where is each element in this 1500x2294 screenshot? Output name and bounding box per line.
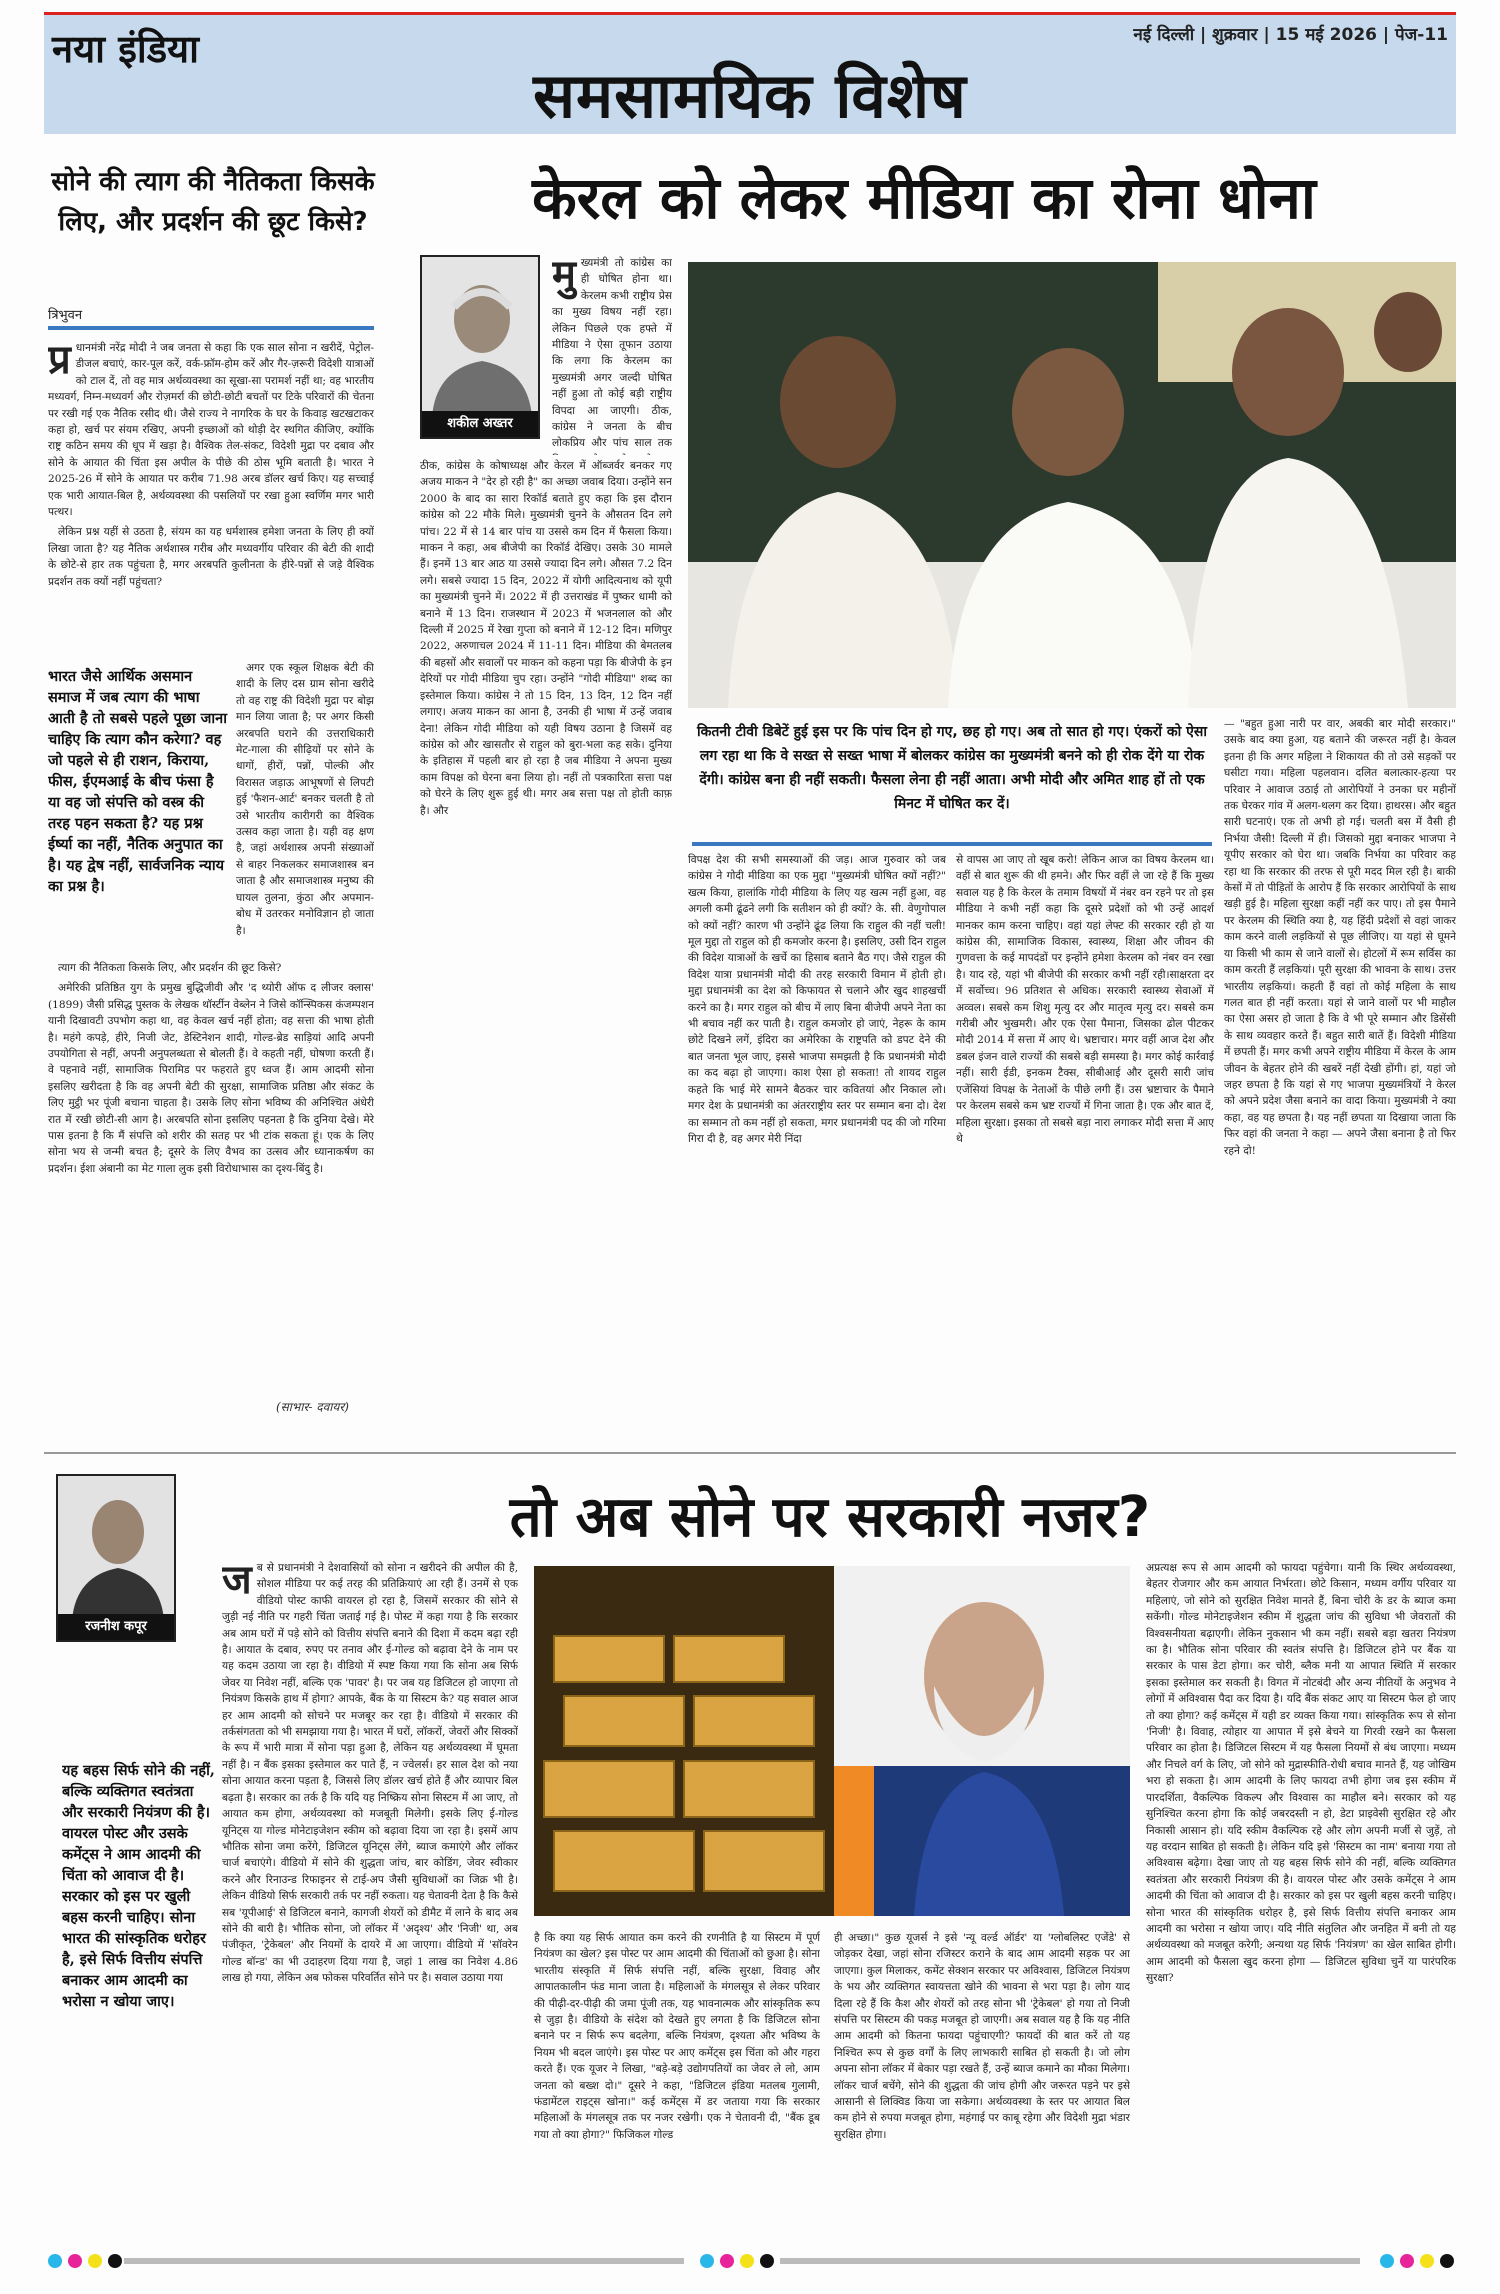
story1-para-3: अगर एक स्कूल शिक्षक बेटी की शादी के लिए दस ग्राम सोना खरीदे तो वह राष्ट्र की विदेशी मुद्रा पर बोझ मान लिया जाता है; पर अगर किसी अरबपति घराने की उत्तराधिकारी मेट-गाला की सीढ़ियों पर सोने के धागों, हीरों, पन्नों, पोल्की और विरासत जड़ाऊ आभूषणों से लिपटी हुई 'फैशन-आर्ट' बनकर चलती है तो उसे भारतीय कारीगरी का वैश्विक उत्सव कहा जाता है। यही वह क्षण है, जहां अर्थशास्त्र अपनी संख्याओं से बाहर निकलकर समाजशास्त्र बन जाता है और समाजशास्त्र मनुष्य की घायल तुलना, कुंठा और अपमान-बोध में उतरकर मनोविज्ञान हो जाता है। bbox=[236, 662, 374, 937]
yellow-dot bbox=[88, 2254, 102, 2268]
story1-body-side bbox=[236, 660, 374, 960]
story1-para-1: धानमंत्री नरेंद्र मोदी ने जब जनता से कहा कि एक साल सोना न खरीदें, पेट्रोल-डीजल बचाएं, कार-पूल करें, वर्क-फ्रॉम-होम करें और गैर-ज़रूरी विदेशी यात्राओं को टाल दें, तो वह मात्र अर्थव्यवस्था का सूखा-सा परामर्श नहीं था; वह भारतीय मध्यवर्ग, निम्न-मध्यवर्ग और रोज़मर्रा की छोटी-छोटी बचतों पर टिके परिवारों की चेतना पर रखी गई एक नैतिक रसीद थी। जैसे राज्य ने नागरिक के घर के किवाड़ खटखटाकर कहा हो, खर्च पर संयम रखिए, अपनी इच्छाओं को थोड़ी देर स्थगित कीजिए, क्योंकि राष्ट्र कठिन समय की धूप में खड़ा है। वैश्विक तेल-संकट, विदेशी मुद्रा पर दबाव और सोने के आयात की चिंता इस अपील के पीछे की ठोस भूमि बताती है। भारत ने 2025-26 में सोने के आयात पर करीब 71.98 अरब डॉलर खर्च किए। यह सच्चाई एक भारी आयात-बिल है, अर्थव्यवस्था की पसलियों पर रखा हुआ स्वर्णिम मगर भारी पत्थर। bbox=[48, 342, 374, 519]
black-dot bbox=[108, 2254, 122, 2268]
yellow-dot bbox=[1420, 2254, 1434, 2268]
story3-headline: तो अब सोने पर सरकारी नजर? bbox=[509, 1485, 1151, 1550]
story3-callout: यह बहस सिर्फ सोने की नहीं, बल्कि व्यक्तिगत स्वतंत्रता और सरकारी नियंत्रण की है। वायरल पोस्ट और उसके कमेंट्स ने आम आदमी की चिंता को आवाज दी है। सरकार को इस पर खुली बहस करनी चाहिए। सोना भारत की सांस्कृतिक धरोहर है, इसे सिर्फ वित्तीय संपत्ति बनाकर आम आदमी का भरोसा न खोया जाए। bbox=[62, 1762, 215, 2010]
story3-col2: है कि क्या यह सिर्फ आयात कम करने की रणनीति है या सिस्टम में पूर्ण नियंत्रण का खेल? इस पोस्ट पर आम आदमी की चिंताओं को छुआ है। सोना भारतीय संस्कृति में सिर्फ संपत्ति नहीं, बल्कि सुरक्षा, विवाह और आपातकालीन फंड माना जाता है। महिलाओं के मंगलसूत्र से लेकर परिवार की पीढ़ी-दर-पीढ़ी की जमा पूंजी तक, यह भावनात्मक और सांस्कृतिक रूप से जुड़ा है। वीडियो के संदेश को देखते हुए लगता है कि डिजिटल सोना बनाने पर न सिर्फ रूप बदलेगा, बल्कि नियंत्रण, दृश्यता और भविष्य के नियम भी बदल जाएंगे। इस पोस्ट पर आए कमेंट्स इस चिंता को और गहरा करते हैं। एक यूजर ने लिखा, "बड़े-बड़े उद्योगपतियों का जेवर ले लो, आम जनता को बख्श दो।" दूसरे ने कहा, "डिजिटल इंडिया मतलब गुलामी, फंडामेंटल राइट्स खोना।" कई कमेंट्स में डर जताया गया कि सरकार महिलाओं के मंगलसूत्र तक पर नजर रखेगी। एक ने चेतावनी दी, "बैंक डूब गया तो क्या होगा?" फिजिकल गोल्ड bbox=[534, 1932, 820, 2141]
gold-bars-and-pm-photo bbox=[534, 1566, 1130, 1916]
leaders-meeting-photo bbox=[688, 262, 1456, 708]
yellow-dot bbox=[740, 2254, 754, 2268]
black-dot bbox=[1440, 2254, 1454, 2268]
story2-col4: से वापस आ जाए तो खूब करो! लेकिन आज का विषय केरलम था। वहीं से बात शुरू की थी हमने। और फिर वहीं ले जा रहे हैं कि मुख्य सवाल यह है कि केरल के तमाम विषयों में नंबर वन रहने पर तो इस मीडिया ने कभी नहीं कहा कि दूसरे प्रदेशों को भी उन्हें आदर्श मानकर काम करना चाहिए। वहां यहां लेफ्ट की सरकार रही हो या कांग्रेस की, सामाजिक विकास, स्वास्थ्य, शिक्षा और जीवन की गुणवत्ता के कई मापदंडों पर इन्होंने हमेशा केरलम को नंबर वन रखा है। याद रहे, यहां भी बीजेपी की सरकार कभी नहीं रही।साक्षरता दर में सर्वोच्च। 96 प्रतिशत से अधिक। सरकारी स्वास्थ्य सेवाओं में अव्वल। सबसे कम शिशु मृत्यु दर और मातृत्व मृत्यु दर। सबसे कम गरीबी और भुखमरी। और एक ऐसा पैमाना, जिसका ढोल पीटकर मोदी 2014 में सत्ता में आए थे। भ्रष्टाचार। मगर वहीं आज देश और डबल इंजन वाले राज्यों की सबसे बड़ी समस्या है। मगर कोई कार्रवाई नहीं। सारी ईडी, इनकम टैक्स, सीबीआई और दूसरी सारी जांच एजेंसियां विपक्ष के नेताओं के पीछे लगी हैं। उस भ्रष्टाचार के पैमाने पर केरलम सबसे कम भ्रष्ट राज्यों में गिना जाता है। एक और बात दें, महिला सुरक्षा। इसका तो सबसे बड़ा नारा लगाकर मोदी सत्ता में आए थे bbox=[956, 854, 1214, 1145]
story2-col1-text: ख्यमंत्री तो कांग्रेस का ही घोषित होना था। केरलम कभी राष्ट्रीय प्रेस का मुख्य विषय नहीं रहा। लेकिन पिछले एक हफ्ते में मीडिया ने ऐसा तूफान उठाया कि लगा कि केरलम का मुख्यमंत्री अगर जल्दी घोषित नहीं हुआ तो कोई बड़ी राष्ट्रीय विपदा आ जाएगी। ठीक, कांग्रेस ने जनता के बीच लोकप्रिय और पांच साल तक bbox=[552, 257, 672, 450]
story3-col4: अप्रत्यक्ष रूप से आम आदमी को फायदा पहुंचेगा। यानी कि स्थिर अर्थव्यवस्था, बेहतर रोजगार और कम आयात निर्भरता। छोटे किसान, मध्यम वर्गीय परिवार या महिलाएं, जो सोने को सुरक्षित निवेश मानते हैं, बिना चोरी के डर के ब्याज कमा सकेंगी। गोल्ड मोनेटाइजेशन स्कीम में शुद्धता जांच की सुविधा भी जेवरातों की विश्वसनीयता बढ़ाएगी। लेकिन नुकसान भी कम नहीं। सबसे बड़ा खतरा नियंत्रण का है। भौतिक सोना परिवार की स्वतंत्र संपत्ति है। डिजिटल होने पर बैंक या सरकार के पास डेटा होगा। कर चोरी, ब्लैक मनी या आपात स्थिति में सरकार इसका इस्तेमाल कर सकती है। विगत में नोटबंदी और अन्य नीतियों के अनुभव ने लोगों में अविश्वास पैदा कर दिया है। यदि बैंक संकट आए या सिस्टम फेल हो जाए तो क्या होगा? कई कमेंट्स में यही डर व्यक्त किया गया। सांस्कृतिक रूप से सोना 'निजी' है। विवाह, त्योहार या आपात में इसे बेचने या गिरवी रखने का फैसला परिवार का होता है। डिजिटल सिस्टम में यह फैसला नियमों से बंध जाएगा। मध्यम और निचले वर्ग के लिए, जो सोने को मुद्रास्फीति-रोधी बचाव मानते हैं, यह जोखिम भरा हो सकता है। आम आदमी के लिए फायदा तभी होगा जब इस स्कीम में पारदर्शिता, वैकल्पिक विकल्प और विश्वास का माहौल बने। सरकार को यह सुनिश्चित करना होगा कि कोई जबरदस्ती न हो, डेटा प्राइवेसी सुरक्षित रहे और निकासी आसान हो। यदि स्कीम वैकल्पिक रहे और लोग अपनी मर्जी से जुड़ें, तो यह वरदान साबित हो सकती है। लेकिन यदि इसे 'सिस्टम का नाम' बनाया गया तो अविश्वास बढ़ेगा। देखा जाए तो यह बहस सिर्फ सोने की नहीं, बल्कि व्यक्तिगत स्वतंत्रता और सरकारी नियंत्रण की है। वायरल पोस्ट और उसके कमेंट्स ने आम आदमी की चिंता को आवाज दी है। सरकार को इस पर खुली बहस करनी चाहिए। सोना भारत की सांस्कृतिक धरोहर है, इसे सिर्फ वित्तीय संपत्ति बनाकर आम आदमी का भरोसा न खोया जाए। यदि नीति संतुलित और जनहित में बनी तो यह अर्थव्यवस्था को मजबूत करेगी; अन्यथा यह सिर्फ 'नियंत्रण' का खेल साबित होगी। आम आदमी को फैसला खुद करना होगा — डिजिटल सुविधा चुनें या पारंपरिक सुरक्षा? bbox=[1146, 1562, 1456, 1985]
story1-body-top bbox=[48, 340, 374, 640]
story2-author-name: शकील अख्तर bbox=[422, 411, 538, 437]
magenta-dot bbox=[720, 2254, 734, 2268]
cyan-dot bbox=[48, 2254, 62, 2268]
story2-caption-rule bbox=[692, 842, 1212, 846]
registration-marks-center bbox=[700, 2254, 774, 2268]
story2-headline: केरल को लेकर मीडिया का रोना धोना bbox=[532, 164, 1316, 232]
story1-rule bbox=[48, 326, 374, 330]
story1-para-4: त्याग की नैतिकता किसके लिए, और प्रदर्शन की छूट किसे? bbox=[58, 962, 282, 974]
story1-headline: सोने की त्याग की नैतिकता किसके लिए, और प्रदर्शन की छूट किसे? bbox=[51, 167, 375, 237]
story3-col1-text: ब से प्रधानमंत्री ने देशवासियों को सोना न खरीदने की अपील की है, सोशल मीडिया पर कई तरह की प्रतिक्रियाएं आ रही हैं। उनमें से एक वीडियो पोस्ट काफी वायरल हो रहा है, जिसमें सरकार की सोने से जुड़ी नई नीति पर गहरी चिंता जताई गई है। पोस्ट में कहा गया है कि सरकार अब आम घरों में पड़े सोने को वित्तीय संपत्ति बनाने की दिशा में कदम बढ़ा रही है। आयात के दबाव, रुपए पर तनाव और ई-गोल्ड को बढ़ावा देने के नाम पर यह कदम उठाया जा रहा है। वीडियो में स्पष्ट किया गया कि सोना अब सिर्फ जेवर या निवेश नहीं, बल्कि एक 'पावर' है। पर जब यह डिजिटल हो जाएगा तो नियंत्रण किसके हाथ में होगा? आपके, बैंक के या सिस्टम के? यह सवाल आज हर आम आदमी को सोचने पर मजबूर कर रहा है। वीडियो में सरकार की तर्कसंगतता को भी समझाया गया है। भारत में घरों, लॉकरों, जेवरों और सिक्कों के रूप में भारी मात्रा में सोना पड़ा हुआ है, लेकिन यह अर्थव्यवस्था में घूमता नहीं है। न बैंक इसका इस्तेमाल कर पाते हैं, न ज्वेलर्स। हर साल देश को नया सोना आयात करना पड़ता है, जिससे लिए डॉलर खर्च होते हैं और व्यापार बिल बढ़ता है। सरकार का तर्क है कि यदि यह निष्क्रिय सोना सिस्टम में आ जाए, तो आयात कम होगा, अर्थव्यवस्था को मजबूती मिलेगी। इसके लिए ई-गोल्ड यूनिट्स या गोल्ड मोनेटाइजेशन स्कीम को बढ़ावा दिया जा रहा है। इसमें आप भौतिक सोना जमा करेंगे, डिजिटल यूनिट्स लेंगे, ब्याज कमाएंगे और लॉकर चार्ज बचाएंगे। वीडियो में सोने की शुद्धता जांच, बार कोडिंग, जेवर स्वीकार करने और रिनाउन्ड रिफाइनर से टाई-अप जैसी सुविधाओं का जिक्र भी है। लेकिन वीडियो सिर्फ सरकारी तर्क पर नहीं रुकता। यह चेतावनी देता है कि कैसे सब 'यूपीआई' से डिजिटल बनाने, कागजी शेयरों को डीमैट में लाने के बाद अब सोने की बारी है। भौतिक सोना, जो लॉकर में 'अदृश्य' और 'निजी' था, अब पंजीकृत, 'ट्रेकेबल' और नियमों के दायरे में आ जाएगा। वीडियो में 'सॉवरेन गोल्ड बॉन्ड' का भी उदाहरण दिया गया है, जहां 1 लाख का निवेश 4.86 लाख हो गया, लेकिन अब फोकस परिवर्तित सोने पर है। सवाल उठाया गया bbox=[222, 1562, 518, 1985]
story3-col1 bbox=[222, 1560, 518, 2250]
story2-col1-body bbox=[420, 458, 672, 1448]
story1-callout: भारत जैसे आर्थिक असमान समाज में जब त्याग की भाषा आती है तो सबसे पहले पूछा जाना चाहिए कि त्याग कौन करेगा? वह जो पहले से ही राशन, किराया, फीस, ईएमआई के बीच फंसा है या वह जो संपत्ति को वस्त्र की तरह पहन सकता है? यह प्रश्न ईर्ष्या का नहीं, नैतिक अनुपात का है। यह द्वेष नहीं, सार्वजनिक न्याय का प्रश्न है। bbox=[48, 668, 227, 895]
story1-dropcap: प्र bbox=[48, 340, 71, 383]
story1-author: त्रिभुवन bbox=[48, 308, 83, 323]
story-divider bbox=[44, 1452, 1456, 1454]
newspaper-logo: नया इंडिया bbox=[52, 26, 199, 71]
author-portrait-icon bbox=[58, 1476, 176, 1620]
registration-marks-right bbox=[1380, 2254, 1454, 2268]
story2-col2-text: ठीक, कांग्रेस के कोषाध्यक्ष और केरल में ऑब्जर्वर बनकर गए अजय माकन ने "देर हो रही है" का अच्छा जवाब दिया। उन्होंने सन 2000 के बाद का सारा रिकॉर्ड बताते हुए कहा कि इस दौरान कांग्रेस को 22 मौके मिले। मुख्यमंत्री चुनने के औसतन दिन लगे पांच। 22 में से 14 बार पांच या उससे कम दिन में फैसला किया। माकन ने कहा, अब बीजेपी का रिकॉर्ड देखिए। उसके 30 मामले हैं। इनमें 13 बार आठ या उससे ज्यादा दिन लगे। औसत 7.2 दिन लगे। सबसे ज्यादा 15 दिन, 2022 में योगी आदित्यनाथ को यूपी का मुख्यमंत्री चुनने में। 2022 में ही उत्तराखंड में पुष्कर धामी को बनाने में 13 दिन। राजस्थान में 2023 में भजनलाल को और दिल्ली में 2025 में रेखा गुप्ता को बनाने में 12-12 दिन। मणिपुर 2022, अरुणाचल 2024 में 11-11 दिन। मीडिया की बेमतलब की बहसों और सवालों पर माकन को कहना पड़ा कि बीजेपी के इन देरियों पर गोदी मीडिया चुप रहा। उन्होंने "गोदी मीडिया" शब्द का इस्तेमाल किया। कांग्रेस ने तो 15 दिन, 13 दिन, 12 दिन नहीं लगाए। अजय माकन का आना है, उनकी ही भाषा में उन्हें जवाब देना! लेकिन गोदी मीडिया को यही विषय उठाना है जिसमें वह कांग्रेस को और खासतौर से राहुल को बुरा-भला कह सके। दुनिया के इतिहास में पहली बार हो रहा है जब मीडिया ने अपना मुख्य काम विपक्ष को घेरना बना लिया हो। नहीं तो पत्रकारिता सत्ता पक्ष को घेरने के लिए शुरू हुई थी। मगर अब सत्ता पक्ष तो होती काफ़ है। और bbox=[420, 460, 672, 817]
edition-meta: नई दिल्ली | शुक्रवार | 15 मई 2026 | पेज-11 bbox=[1133, 25, 1448, 45]
registration-bar-right bbox=[780, 2258, 1360, 2264]
story1-source: (साभार- दवायर) bbox=[276, 1400, 349, 1414]
story3-author-name: रजनीश कपूर bbox=[58, 1614, 174, 1640]
story1-body-bottom bbox=[48, 960, 374, 1400]
author-portrait-icon bbox=[422, 257, 540, 417]
registration-marks-left bbox=[48, 2254, 122, 2268]
story2-col3: विपक्ष देश की सभी समस्याओं की जड़। आज गुरुवार को जब कांग्रेस ने गोदी मीडिया का एक मुद्दा "मुख्यमंत्री घोषित क्यों नहीं?" खत्म किया, हालांकि गोदी मीडिया के लिए यह खत्म नहीं हुआ, वह अगली कमी ढूंढने लगी कि सतीशन को ही क्यों? के. सी. वेणुगोपाल को क्यों नहीं? कारण भी उन्होंने ढूंढ लिया कि राहुल की नहीं चली! मूल मुद्दा तो राहुल को ही कमजोर करना है। इसलिए, उसी दिन राहुल की विदेश यात्राओं के खर्चे का हिसाब बताने बैठ गए। जैसे राहुल की विदेश यात्रा प्रधानमंत्री मोदी की तरह सरकारी विमान में होती हो। मुद्दा प्रधानमंत्री का देश को किफायत से चलाने और खुद शाहखर्ची करने का है। मगर राहुल को बीच में लाए बिना बीजेपी अपने नेता का भी बचाव नहीं कर पाती है। राहुल कमजोर हो जाएं, नेहरू के काम छोटे दिखने लगें, इंदिरा का अमेरिका के राष्ट्रपति को डपट देने की बात जनता भूल जाए, इससे भाजपा समझती है कि प्रधानमंत्री मोदी का कद बढ़ा हो जाएगा। काश ऐसा हो सकता! तो शायद राहुल कहते कि भाई मेरे सामने बैठकर चार कवितयां और निकाल लो। मगर देश के प्रधानमंत्री का अंतरराष्ट्रीय स्तर पर सम्मान बना दो। देश का सम्मान तो कम नहीं हो सकता, मगर प्रधानमंत्री पद की जो गरिमा गिरा दी है, वह अगर मेरी निंदा bbox=[688, 854, 946, 1145]
story1-para-5: अमेरिकी प्रतिष्ठित युग के प्रमुख बुद्धिजीवी और 'द थ्योरी ऑफ द लीजर क्लास' (1899) जैसी प्रसिद्ध पुस्तक के लेखक थॉर्स्टीन वेब्लेन ने जिसे कॉन्स्पिकस कंजम्पशन यानी दिखावटी उपभोग कहा था, वह केवल खर्च नहीं होता; वह सत्ता की भाषा होती है। महंगे कपड़े, हीरे, निजी जेट, डेस्टिनेशन शादी, गोल्ड-ब्रेड साड़ियां आदि अपनी उपयोगिता से नहीं, अपनी अनुपलब्धता से बोलती हैं। वे कहती नहीं, घोषणा करती हैं। वे पहनावे नहीं, सामाजिक पिरामिड पर फहराते हुए ध्वज हैं। आम आदमी सोना इसलिए खरीदता है कि वह अपनी बेटी की सुरक्षा, सामाजिक प्रतिष्ठा और संकट के लिए मुट्ठी भर पूंजी बचाना चाहता है। उसके लिए सोना भविष्य की अनिश्चित अंधेरी रात में रखी छोटी-सी आग है। अरबपति सोना इसलिए पहनता है कि दुनिया देखे। मेरे पास इतना है कि मैं संपत्ति को शरीर की सतह पर भी टांक सकता हूं। एक के लिए सोना भय से जन्मी बचत है; दूसरे के लिए वैभव का उत्सव और ध्यानाकर्षण का प्रदर्शन। ईशा अंबानी का मेट गाला लुक इसी विरोधाभास का दृश्य-बिंदु है। bbox=[48, 982, 374, 1175]
story2-col1-top bbox=[552, 255, 672, 455]
story3-dropcap: ज bbox=[222, 1560, 252, 1603]
cyan-dot bbox=[700, 2254, 714, 2268]
black-dot bbox=[760, 2254, 774, 2268]
story2-dropcap: मु bbox=[552, 255, 576, 298]
story3-col3: ही अच्छा।" कुछ यूजर्स ने इसे 'न्यू वर्ल्ड ऑर्डर' या 'ग्लोबलिस्ट एजेंडे' से जोड़कर देखा, जहां सोना रजिस्टर कराने के बाद आम आदमी सड़क पर आ जाएगा। कुल मिलाकर, कमेंट सेक्शन सरकार पर अविश्वास, डिजिटल नियंत्रण के भय और व्यक्तिगत स्वायत्तता खोने की भावना से भरा पड़ा है। लोग याद दिला रहे हैं कि कैश और शेयरों को तरह सोना भी 'ट्रेकेबल' हो गया तो निजी संपत्ति पर सिस्टम की पकड़ मजबूत हो जाएगी। अब सवाल यह है कि यह नीति आम आदमी को कितना फायदा पहुंचाएगी? फायदों की बात करें तो यह निश्चित रूप से कुछ वर्गों के लिए लाभकारी साबित हो सकती है। जो लोग अपना सोना लॉकर में बेकार पड़ा रखते हैं, उन्हें ब्याज कमाने का मौका मिलेगा। लॉकर चार्ज बचेंगे, सोने की शुद्धता की जांच होगी और जरूरत पड़ने पर इसे आसानी से लिक्विड किया जा सकेगा। अर्थव्यवस्था के स्तर पर आयात बिल कम होने से रुपया मजबूत होगा, महंगाई पर काबू रहेगा और विदेशी मुद्रा भंडार सुरक्षित होगा। bbox=[834, 1932, 1130, 2141]
masthead-top-rule bbox=[44, 12, 1456, 15]
story2-col5: — "बहुत हुआ नारी पर वार, अबकी बार मोदी सरकार।" उसके बाद क्या हुआ, यह बताने की जरूरत नहीं है। केवल इतना ही कि अगर महिला ने शिकायत की तो उसे सड़कों पर घसीटा गया। महिला पहलवान। दलित बलात्कार-हत्या पर परिवार ने आवाज उठाई तो आरोपियों ने उनका घर महीनों तक घेरकर गांव में अलग-थलग कर दिया। हाथरस। और बहुत सारी घटनाएं। एक तो अभी हो गई। चलती बस में वैसी ही निर्भया जैसी! दिल्ली में ही। जिसको मुद्दा बनाकर भाजपा ने यूपीए सरकार को घेरा था। जबकि निर्भया का परिवार कह रहा था कि सरकार की तरफ से पूरी मदद मिल रही है। बाकी केसों में तो पीड़ितों के आरोप हैं कि सरकार आरोपियों के साथ खड़ी हुई है। महिला सुरक्षा कहीं नहीं कर पाए। तो इस पैमाने पर केरलम की स्थिति क्या है, यह हिंदी प्रदेशों से वहां जाकर काम करने वाली लड़कियों से पूछ लीजिए। या यहां से घूमने या किसी भी काम से जाने वालों से। होटलों में रूम सर्विस का काम करती हैं लड़कियां। पूरी सुरक्षा की भावना के साथ। उत्तर भारतीय लड़कियां। कहती हैं वहां तो कोई महिला के साथ गलत बात ही नहीं करता। यहां से जाने वालों पर भी माहौल का ऐसा असर हो जाता है कि वे भी पूरे सम्मान और डिसेंसी के साथ व्यवहार करते हैं। बहुत सारी बातें हैं। विदेशी मीडिया में छपती हैं। मगर कभी अपने राष्ट्रीय मीडिया में केरल के आम जीवन के बेहतर होने की खबरें नहीं देखी होंगी। हां, यहां जो जहर छपता है कि यहां से गए भाजपा मुख्यमंत्रियों ने केरल को अपने प्रदेश जैसा बनाने का वादा किया। मुख्यमंत्री ने क्या कहा, वह यह छपता है। यह नहीं छपता या दिखाया जाता कि फिर वहां की जनता ने कहा — अपने जैसा बनाना है तो फिर रहने दो! bbox=[1224, 718, 1456, 1157]
magenta-dot bbox=[68, 2254, 82, 2268]
registration-bar-left bbox=[124, 2258, 684, 2264]
section-title: समसामयिक विशेष bbox=[533, 59, 967, 132]
cyan-dot bbox=[1380, 2254, 1394, 2268]
story3-author-photo bbox=[56, 1474, 176, 1642]
story2-photo-caption: कितनी टीवी डिबेटें हुई इस पर कि पांच दिन हो गए, छह हो गए। अब तो सात हो गए। एंकरों को ऐसा लग रहा था कि वे सख्त से सख्त भाषा में बोलकर कांग्रेस का मुख्यमंत्री बनने को ही रोक देंगे या रोक देंगी। कांग्रेस बना ही नहीं सकती। फैसला लेना ही नहीं आता। अभी मोदी और अमित शाह हों तो एक मिनट में घोषित कर दें। bbox=[696, 724, 1208, 812]
magenta-dot bbox=[1400, 2254, 1414, 2268]
story2-leaders-photo bbox=[688, 262, 1456, 708]
story3-gold-modi-photo bbox=[534, 1566, 1130, 1916]
story1-para-2: लेकिन प्रश्न यहीं से उठता है, संयम का यह धर्मशास्त्र हमेशा जनता के लिए ही क्यों लिखा जाता है? यह नैतिक अर्थशास्त्र गरीब और मध्यवर्गीय परिवार की बेटी की शादी के छोटे-से हार तक पहुंचता है, मगर अरबपति कुलीनता के हीरे-पन्नों से जड़े वैश्विक प्रदर्शन तक क्यों नहीं पहुंचता? bbox=[48, 526, 374, 588]
story2-author-photo bbox=[420, 255, 540, 439]
